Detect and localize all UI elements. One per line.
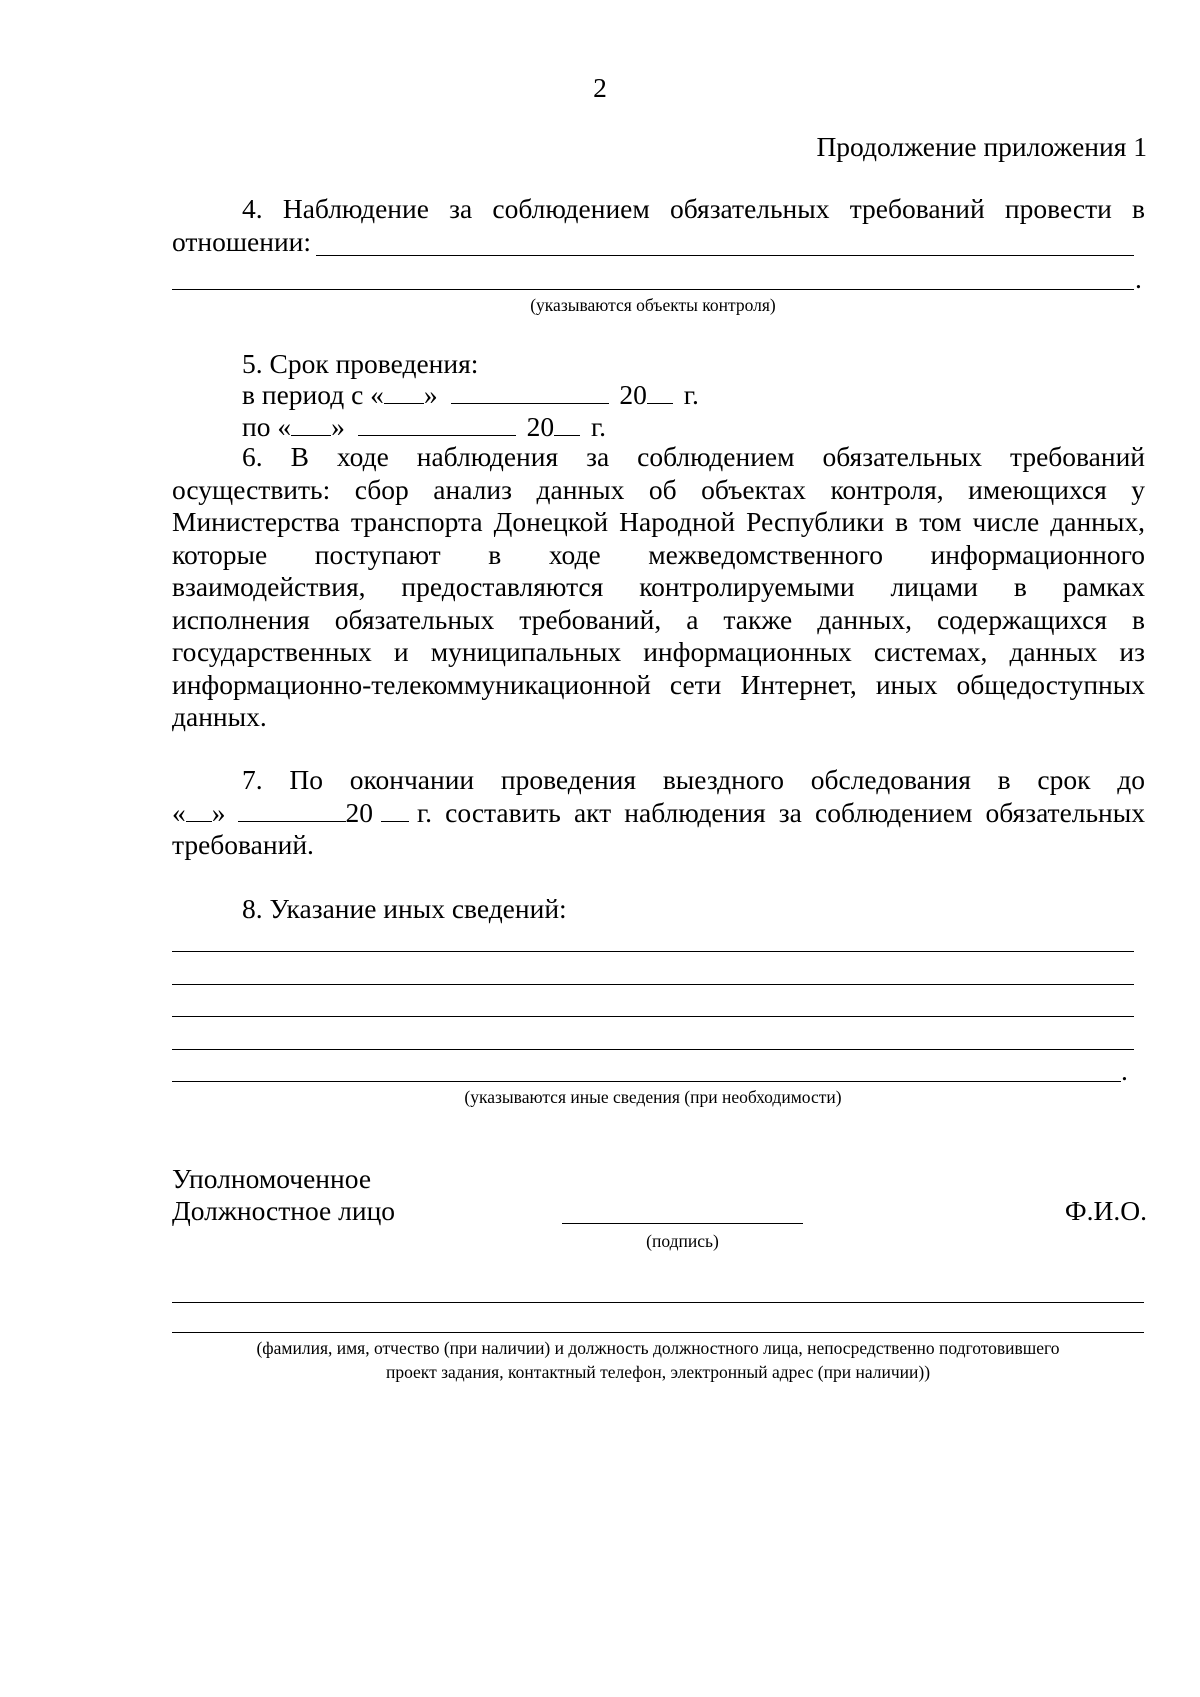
item5-to-day-field[interactable] — [291, 411, 331, 436]
item6-line-2: осуществить: сбор анализ данных об объектах контроля, имеющихся у — [172, 474, 1145, 505]
item4-blank-line-1 — [316, 255, 1134, 256]
item7-line-1: 7. По окончании проведения выездного обследования в срок до — [242, 764, 1145, 795]
item5-to-row — [242, 411, 606, 443]
item7-year-prefix: 20 — [345, 797, 373, 828]
item4-caption: (указываются объекты контроля) — [530, 295, 776, 315]
item4-blank-line-2 — [172, 289, 1134, 290]
item7-open-quote: « — [172, 797, 186, 828]
item6-line-9: данных. — [172, 701, 267, 732]
item5-to-month-field[interactable] — [358, 411, 516, 436]
footer-caption-line-1: (фамилия, имя, отчество (при наличии) и должность должностного лица, непосредственно подготовившего — [256, 1338, 1060, 1358]
item5-from-prefix: в период с « — [242, 379, 384, 410]
signature-line[interactable] — [562, 1223, 803, 1224]
item5-to-year-field[interactable] — [554, 411, 580, 436]
item7-close-quote: » — [211, 797, 226, 828]
item8-blank-line-4 — [172, 1049, 1134, 1050]
item6-line-6: исполнения обязательных требований, а также данных, содержащихся в — [172, 604, 1145, 635]
item8-blank-line-1 — [172, 951, 1134, 952]
item5-to-year-suffix: г. — [590, 411, 607, 442]
item5-from-quote-close: » — [423, 379, 438, 410]
item4-label: отношении: — [172, 226, 312, 257]
item5-from-year-prefix: 20 — [619, 379, 647, 410]
item7-rest: г. составить акт наблюдения за соблюдением обязательных — [417, 797, 1145, 828]
item5-to-quote-close: » — [331, 411, 345, 442]
item8-blank-line-2 — [172, 984, 1134, 985]
item7-month-field[interactable] — [238, 797, 346, 822]
item8-end-dot: . — [1121, 1055, 1128, 1086]
signature-caption: (подпись) — [646, 1231, 719, 1251]
page-number: 2 — [593, 72, 607, 103]
item7-day-field[interactable] — [186, 797, 212, 822]
item6-line-8: информационно-телекоммуникационной сети Интернет, иных общедоступных — [172, 669, 1145, 700]
footer-caption-line-2: проект задания, контактный телефон, электронный адрес (при наличии)) — [385, 1362, 931, 1382]
item8-blank-line-3 — [172, 1016, 1134, 1017]
page-header: Продолжение приложения 1 — [816, 131, 1147, 162]
item5-from-year-field[interactable] — [647, 379, 673, 404]
item5-from-row — [242, 379, 699, 411]
item5-to-prefix: по « — [242, 411, 292, 442]
item6-line-7: государственных и муниципальных информационных системах, данных из — [172, 636, 1145, 667]
item4-end-dot: . — [1135, 263, 1142, 294]
item6-line-4: которые поступают в ходе межведомственного информационного — [172, 539, 1145, 570]
item4-first-line: 4. Наблюдение за соблюдением обязательных требований провести в — [242, 193, 1145, 224]
item5-from-month-field[interactable] — [451, 379, 609, 404]
item5-to-year-prefix: 20 — [526, 411, 555, 442]
footer-blank-line-1[interactable] — [172, 1302, 1144, 1303]
item6-line-1: 6. В ходе наблюдения за соблюдением обязательных требований — [242, 441, 1145, 472]
item8-caption: (указываются иные сведения (при необходимости) — [464, 1087, 842, 1107]
item5-from-day-field[interactable] — [384, 379, 424, 404]
signature-fio: Ф.И.О. — [1064, 1195, 1147, 1226]
signature-role-line-1: Уполномоченное — [172, 1163, 372, 1194]
item7-line-3: требований. — [172, 829, 314, 860]
item7-line-2 — [172, 797, 1145, 829]
item5-title: 5. Срок проведения: — [242, 348, 479, 379]
item5-from-year-suffix: г. — [683, 379, 699, 410]
signature-role-line-2: Должностное лицо — [172, 1195, 396, 1226]
footer-blank-line-2[interactable] — [172, 1332, 1144, 1333]
item8-title: 8. Указание иных сведений: — [242, 893, 567, 924]
item6-line-5: взаимодействия, предоставляются контролируемыми лицами в рамках — [172, 571, 1145, 602]
item7-year-field[interactable] — [381, 797, 409, 822]
item6-line-3: Министерства транспорта Донецкой Народной Республики в том числе данных, — [172, 506, 1145, 537]
item8-blank-line-5 — [172, 1081, 1121, 1082]
